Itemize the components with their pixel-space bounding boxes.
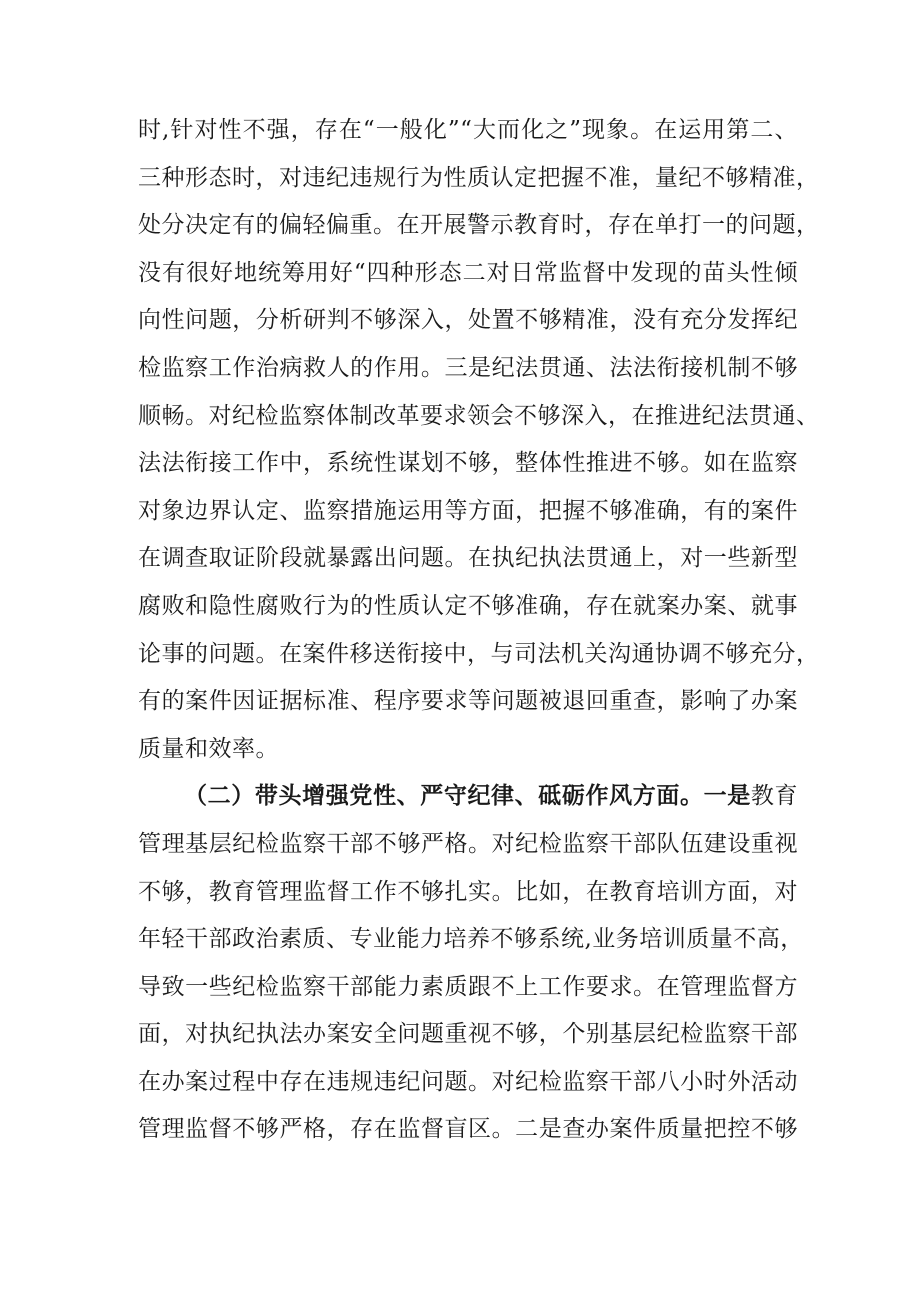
text-line: 腐败和隐性腐败行为的性质认定不够准确，存在就案办案、就事 bbox=[138, 592, 798, 619]
text-line: 年轻干部政治素质、专业能力培养不够系统,业务培训质量不高， bbox=[138, 926, 804, 953]
text-line: 不够，教育管理监督工作不够扎实。比如，在教育培训方面，对 bbox=[138, 878, 798, 905]
text-line: 论事的问题。在案件移送衔接中，与司法机关沟通协调不够充分， bbox=[138, 640, 820, 667]
text-line: 法法衔接工作中，系统性谋划不够，整体性推进不够。如在监察 bbox=[138, 450, 798, 477]
text-line: 没有很好地统筹用好“四种形态二对日常监督中发现的苗头性倾 bbox=[138, 259, 798, 286]
section-heading-line bbox=[138, 773, 798, 821]
text-line: 对象边界认定、监察措施运用等方面，把握不够准确，有的案件 bbox=[138, 497, 798, 524]
paragraph-1 bbox=[138, 107, 820, 773]
heading-tail: 教育 bbox=[750, 783, 799, 810]
text-line: 有的案件因证据标准、程序要求等问题被退回重查，影响了办案 bbox=[138, 688, 798, 715]
text-line: 在调查取证阶段就暴露出问题。在执纪执法贯通上，对一些新型 bbox=[138, 545, 798, 572]
text-line: 时,针对性不强，存在“一般化”“大而化之”现象。在运用第二、 bbox=[138, 117, 798, 143]
text-line: 管理基层纪检监察干部不够严格。对纪检监察干部队伍建设重视 bbox=[138, 830, 798, 857]
text-line: 在办案过程中存在违规违纪问题。对纪检监察干部八小时外活动 bbox=[138, 1068, 798, 1095]
text-line: 质量和效率。 bbox=[138, 735, 279, 762]
text-line: 管理监督不够严格，存在监督盲区。二是查办案件质量把控不够 bbox=[138, 1116, 798, 1143]
text-line: 处分决定有的偏轻偏重。在开展警示教育时，存在单打一的问题， bbox=[138, 212, 820, 239]
text-line: 检监察工作治病救人的作用。三是纪法贯通、法法衔接机制不够 bbox=[138, 354, 798, 381]
paragraph-2 bbox=[138, 773, 804, 1154]
text-line: 顺畅。对纪检监察体制改革要求领会不够深入，在推进纪法贯通、 bbox=[138, 402, 820, 429]
text-line: 导致一些纪检监察干部能力素质跟不上工作要求。在管理监督方 bbox=[138, 973, 798, 1000]
document-body bbox=[138, 107, 820, 1154]
section-heading: （二）带头增强党性、严守纪律、砥砺作风方面。一是 bbox=[184, 783, 751, 810]
text-line: 面，对执纪执法办案安全问题重视不够，个别基层纪检监察干部 bbox=[138, 1021, 798, 1048]
text-line: 向性问题，分析研判不够深入，处置不够精准，没有充分发挥纪 bbox=[138, 307, 798, 334]
text-line: 三种形态时，对违纪违规行为性质认定把握不准，量纪不够精准， bbox=[138, 164, 820, 191]
